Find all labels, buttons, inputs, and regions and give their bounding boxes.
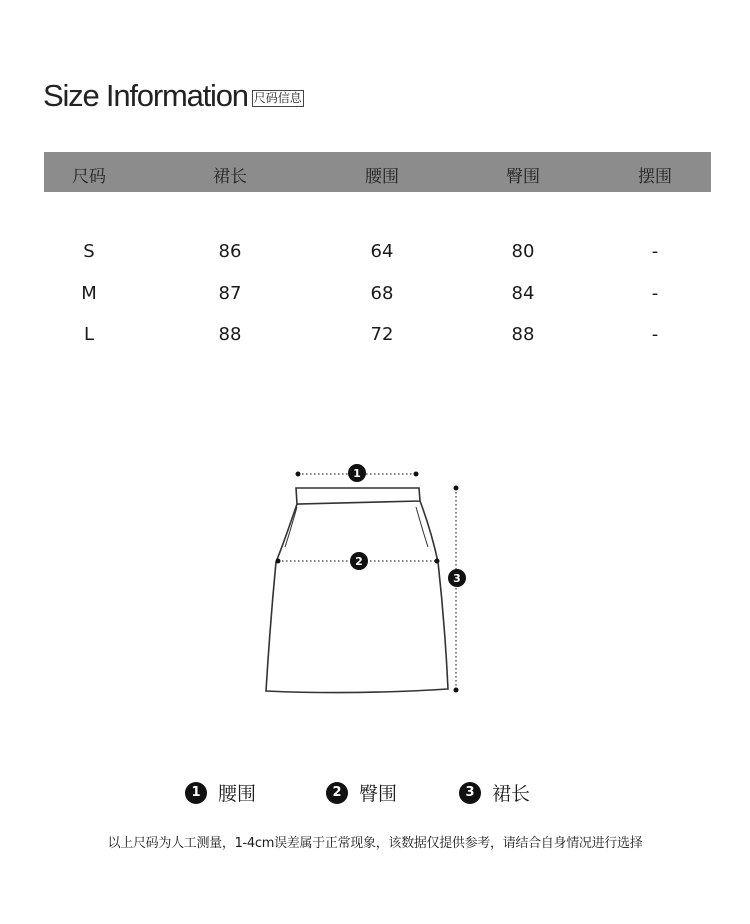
svg-text:2: 2 [355,555,363,568]
header-waist: 腰围 [365,167,399,187]
measure-line-length [454,486,459,693]
svg-text:1: 1 [353,467,361,480]
legend-number: 1 [185,782,207,804]
measurement-legend [0,779,750,805]
cell-waist: 64 [370,241,394,262]
page-title-group [43,78,304,114]
cell-waist: 68 [370,283,394,304]
cell-hip: 80 [511,241,535,262]
svg-text:3: 3 [453,572,461,585]
measurement-note: 以上尺码为人工测量，1-4cm误差属于正常现象，该数据仅提供参考，请结合自身情况进行选择 [107,836,643,851]
header-hip: 臀围 [506,167,540,187]
skirt-outline [266,488,448,693]
header-size: 尺码 [72,167,106,187]
legend-item-length [459,779,530,806]
cell-hip: 88 [511,324,535,345]
page-subtitle: 尺码信息 [253,90,302,105]
legend-item-waist [185,779,256,806]
cell-size: L [83,324,95,345]
legend-item-hip [326,779,397,806]
cell-size: M [81,283,97,304]
legend-label: 腰围 [218,783,257,805]
cell-size: S [83,241,95,262]
legend-number: 3 [459,782,481,804]
cell-hem: - [651,283,659,304]
cell-hem: - [651,241,659,262]
legend-label: 裙长 [492,783,531,805]
cell-skirt-length: 86 [218,241,242,262]
cell-hip: 84 [511,283,535,304]
skirt-diagram [180,455,480,705]
legend-label: 臀围 [359,783,398,805]
cell-skirt-length: 87 [218,283,242,304]
cell-skirt-length: 88 [218,324,242,345]
marker-3 [448,569,466,587]
marker-2 [350,552,368,570]
cell-waist: 72 [370,324,394,345]
header-skirt-length: 裙长 [213,167,247,187]
header-hem: 摆围 [638,167,672,187]
cell-hem: - [651,324,659,345]
legend-number: 2 [326,782,348,804]
page-title: Size Information [43,78,248,113]
marker-1 [348,464,366,482]
